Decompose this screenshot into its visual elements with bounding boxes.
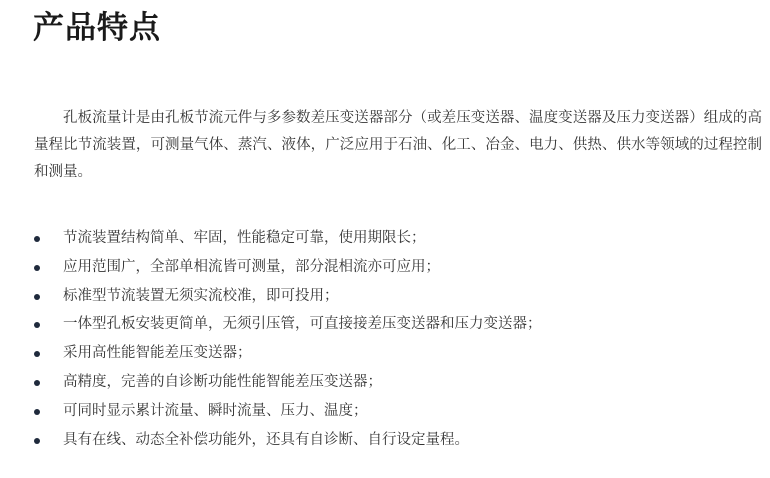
bullet-icon: [34, 351, 40, 357]
feature-item: [30, 282, 760, 311]
feature-text: 节流装置结构简单、牢固，性能稳定可靠，使用期限长；: [63, 230, 426, 246]
section-title: 产品特点: [33, 10, 161, 46]
bullet-icon: [34, 409, 40, 415]
bullet-icon: [34, 380, 40, 386]
feature-text: 一体型孔板安装更简单，无须引压管，可直接接差压变送器和压力变送器；: [63, 316, 542, 333]
intro-paragraph: 孔板流量计是由孔板节流元件与多参数差压变送器部分（或差压变送器、温度变送器及压力变送器）组成的高量程比节流装置，可测量气体、蒸汽、液体，广泛应用于石油、化工、冶金、电力、供热、供水等领域的过程控制和测量。: [34, 110, 762, 180]
feature-text: 可同时显示累计流量、瞬时流量、压力、温度；: [63, 402, 368, 419]
feature-item: [30, 224, 760, 253]
feature-text: 应用范围广，全部单相流皆可测量，部分混相流亦可应用；: [63, 258, 440, 275]
feature-item: [30, 253, 760, 282]
bullet-icon: [34, 294, 40, 300]
feature-text: 具有在线、动态全补偿功能外，还具有自诊断、自行设定量程。: [63, 431, 469, 448]
bullet-icon: [34, 236, 40, 242]
feature-text: 高精度，完善的自诊断功能性能智能差压变送器；: [63, 373, 382, 390]
feature-text: 标准型节流装置无须实流校准，即可投用；: [63, 287, 339, 304]
feature-item: [30, 310, 760, 339]
feature-item: [30, 397, 760, 426]
bullet-icon: [34, 265, 40, 271]
feature-item: [30, 426, 760, 455]
feature-item: [30, 339, 760, 368]
feature-list: [30, 224, 760, 454]
bullet-icon: [34, 322, 40, 328]
bullet-icon: [34, 438, 40, 444]
feature-text: 采用高性能智能差压变送器；: [63, 345, 252, 362]
feature-item: [30, 368, 760, 397]
